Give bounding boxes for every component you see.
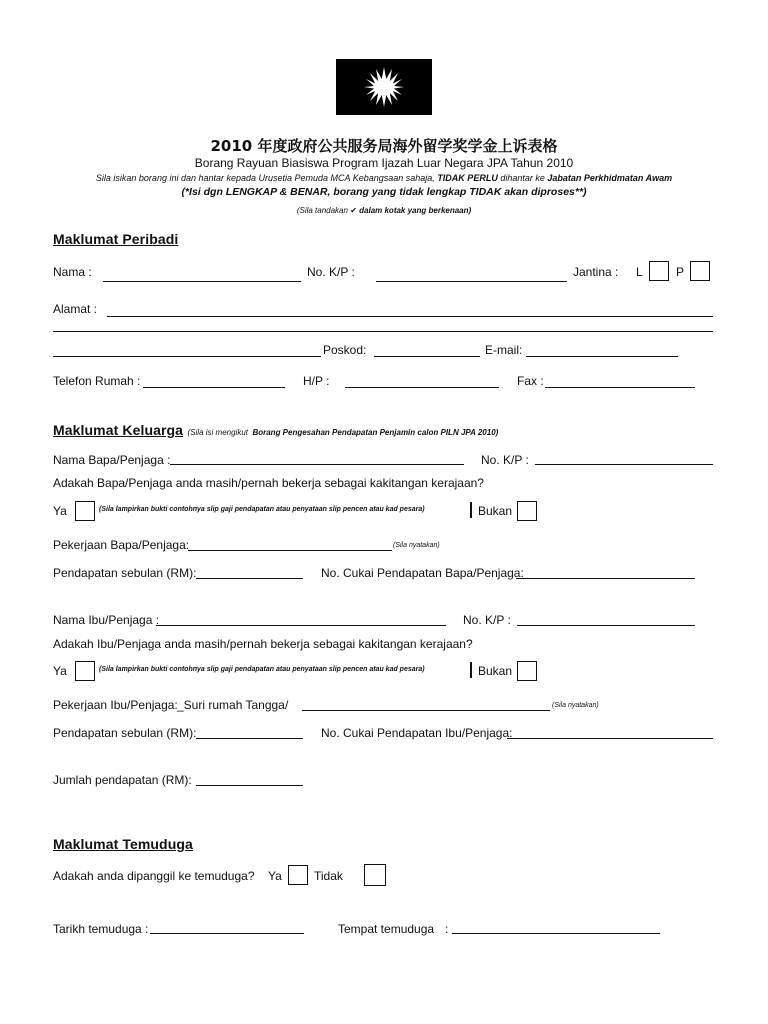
label-ya-temuduga: Ya <box>268 869 282 883</box>
label-pendapatan-ibu: Pendapatan sebulan (RM): <box>53 726 197 740</box>
section-heading-peribadi: Maklumat Peribadi <box>53 231 179 247</box>
instruction-text: Sila isikan borang ini dan hantar kepada Urusetia Pemuda MCA Kebangsaan sahaja, <box>95 173 435 183</box>
nokp-ibu-field[interactable] <box>517 625 695 626</box>
label-pekerjaan-bapa: Pekerjaan Bapa/Penjaga: <box>53 538 190 552</box>
instruction-tick-text-2: dalam kotak yang berkenaan) <box>359 206 472 215</box>
pekerjaan-ibu-value: _Suri rumah Tangga <box>177 698 285 712</box>
nama-bapa-field[interactable] <box>170 464 464 465</box>
label-tidak-temuduga: Tidak <box>314 869 343 883</box>
email-field[interactable] <box>526 356 678 357</box>
label-nokp-bapa: No. K/P : <box>481 453 529 467</box>
nama-field[interactable] <box>103 281 301 282</box>
pekerjaan-ibu-field[interactable] <box>302 710 550 711</box>
star-emblem-icon <box>336 59 432 115</box>
checkbox-tidak-temuduga[interactable] <box>364 864 386 886</box>
label-nama-bapa: Nama Bapa/Penjaga : <box>53 453 171 467</box>
checkbox-ya-temuduga[interactable] <box>288 865 308 885</box>
telefon-field[interactable] <box>143 387 285 388</box>
label-telefon: Telefon Rumah : <box>53 374 141 388</box>
cukai-bapa-field[interactable] <box>516 578 695 579</box>
label-lelaki: L <box>636 265 643 279</box>
lampiran-note-ibu: (Sila lampirkan bukti contohnya slip gaji pendapatan atau penyataan slip pencen atau kad pesara) <box>99 666 425 673</box>
pendapatan-ibu-field[interactable] <box>196 738 303 739</box>
hp-field[interactable] <box>345 387 499 388</box>
checkbox-lelaki[interactable] <box>649 261 669 281</box>
label-alamat: Alamat : <box>53 302 98 316</box>
label-jantina: Jantina : <box>573 265 619 279</box>
instruction-line-1 <box>0 173 768 183</box>
pekerjaan-bapa-field[interactable] <box>188 550 392 551</box>
sila-nyatakan-ibu: (Sila nyatakan) <box>552 702 599 709</box>
alamat-field-3[interactable] <box>53 356 321 357</box>
fax-field[interactable] <box>545 387 695 388</box>
label-cukai-bapa: No. Cukai Pendapatan Bapa/Penjaga: <box>321 566 524 580</box>
sila-nyatakan-bapa: (Sila nyatakan) <box>393 542 440 549</box>
label-tempat: Tempat temuduga <box>338 922 435 936</box>
instruction-text-2: dihantar ke <box>500 173 545 183</box>
alamat-field-2[interactable] <box>53 331 713 332</box>
instruction-tick-text: (Sila tandakan <box>296 206 348 215</box>
checkbox-ya-ibu[interactable] <box>75 661 95 681</box>
section-heading-keluarga: Maklumat Keluarga <box>53 422 184 438</box>
divider <box>470 502 472 518</box>
label-pendapatan-bapa: Pendapatan sebulan (RM): <box>53 566 197 580</box>
cukai-ibu-field[interactable] <box>507 738 713 739</box>
slash-separator: / <box>285 698 289 712</box>
soalan-ibu: Adakah Ibu/Penjaga anda masih/pernah bekerja sebagai kakitangan kerajaan? <box>53 637 473 651</box>
divider <box>470 662 472 678</box>
title-chinese: 2010 年度政府公共服务局海外留学奖学金上诉表格 <box>210 137 558 155</box>
checkbox-perempuan[interactable] <box>690 261 710 281</box>
label-poskod: Poskod: <box>323 343 367 357</box>
checkbox-bukan-ibu[interactable] <box>517 661 537 681</box>
label-email: E-mail: <box>485 343 523 357</box>
label-tempat-colon: : <box>445 922 449 936</box>
label-jumlah: Jumlah pendapatan (RM): <box>53 773 192 787</box>
label-nama-ibu: Nama Ibu/Penjaga : <box>53 613 160 627</box>
label-ya-ibu: Ya <box>53 664 67 678</box>
checkbox-bukan-bapa[interactable] <box>517 501 537 521</box>
label-nokp-ibu: No. K/P : <box>463 613 511 627</box>
label-bukan-ibu: Bukan <box>478 664 513 678</box>
label-ya-bapa: Ya <box>53 504 67 518</box>
instruction-line-2: (*Isi dgn LENGKAP & BENAR, borang yang tidak lengkap TIDAK akan diproses**) <box>181 186 587 198</box>
pendapatan-bapa-field[interactable] <box>196 578 303 579</box>
checkbox-ya-bapa[interactable] <box>75 501 95 521</box>
nokp-bapa-field[interactable] <box>535 464 713 465</box>
alamat-field-1[interactable] <box>107 316 713 317</box>
keluarga-note: (Sila isi mengikut <box>187 428 248 437</box>
instruction-line-3 <box>0 206 768 215</box>
label-cukai-ibu: No. Cukai Pendapatan Ibu/Penjaga: <box>321 726 513 740</box>
label-nokp: No. K/P : <box>307 265 355 279</box>
instruction-emphasis: TIDAK PERLU <box>437 173 498 183</box>
label-nama: Nama : <box>53 265 92 279</box>
label-perempuan: P <box>676 265 685 279</box>
nama-ibu-field[interactable] <box>156 625 446 626</box>
jumlah-field[interactable] <box>196 785 303 786</box>
keluarga-note-bold: Borang Pengesahan Pendapatan Penjamin calon PILN JPA 2010) <box>252 428 499 437</box>
label-hp: H/P : <box>303 374 330 388</box>
label-fax: Fax : <box>517 374 544 388</box>
soalan-bapa: Adakah Bapa/Penjaga anda masih/pernah bekerja sebagai kakitangan kerajaan? <box>53 476 484 490</box>
label-bukan-bapa: Bukan <box>478 504 513 518</box>
instruction-emphasis-2: Jabatan Perkhidmatan Awam <box>547 173 673 183</box>
title-malay: Borang Rayuan Biasiswa Program Ijazah Luar Negara JPA Tahun 2010 <box>194 156 574 170</box>
party-logo <box>336 59 432 115</box>
lampiran-note-bapa: (Sila lampirkan bukti contohnya slip gaji pendapatan atau penyataan slip pencen atau kad pesara) <box>99 506 425 513</box>
nokp-field[interactable] <box>376 281 567 282</box>
tarikh-field[interactable] <box>150 933 304 934</box>
tempat-field[interactable] <box>452 933 660 934</box>
section-heading-keluarga-row <box>53 422 498 440</box>
section-heading-temuduga: Maklumat Temuduga <box>53 836 193 852</box>
label-pekerjaan-ibu: Pekerjaan Ibu/Penjaga: <box>53 698 178 712</box>
poskod-field[interactable] <box>374 356 480 357</box>
soalan-temuduga: Adakah anda dipanggil ke temuduga? <box>53 869 255 883</box>
label-tarikh: Tarikh temuduga : <box>53 922 149 936</box>
checkmark-icon: ✔ <box>350 206 357 215</box>
